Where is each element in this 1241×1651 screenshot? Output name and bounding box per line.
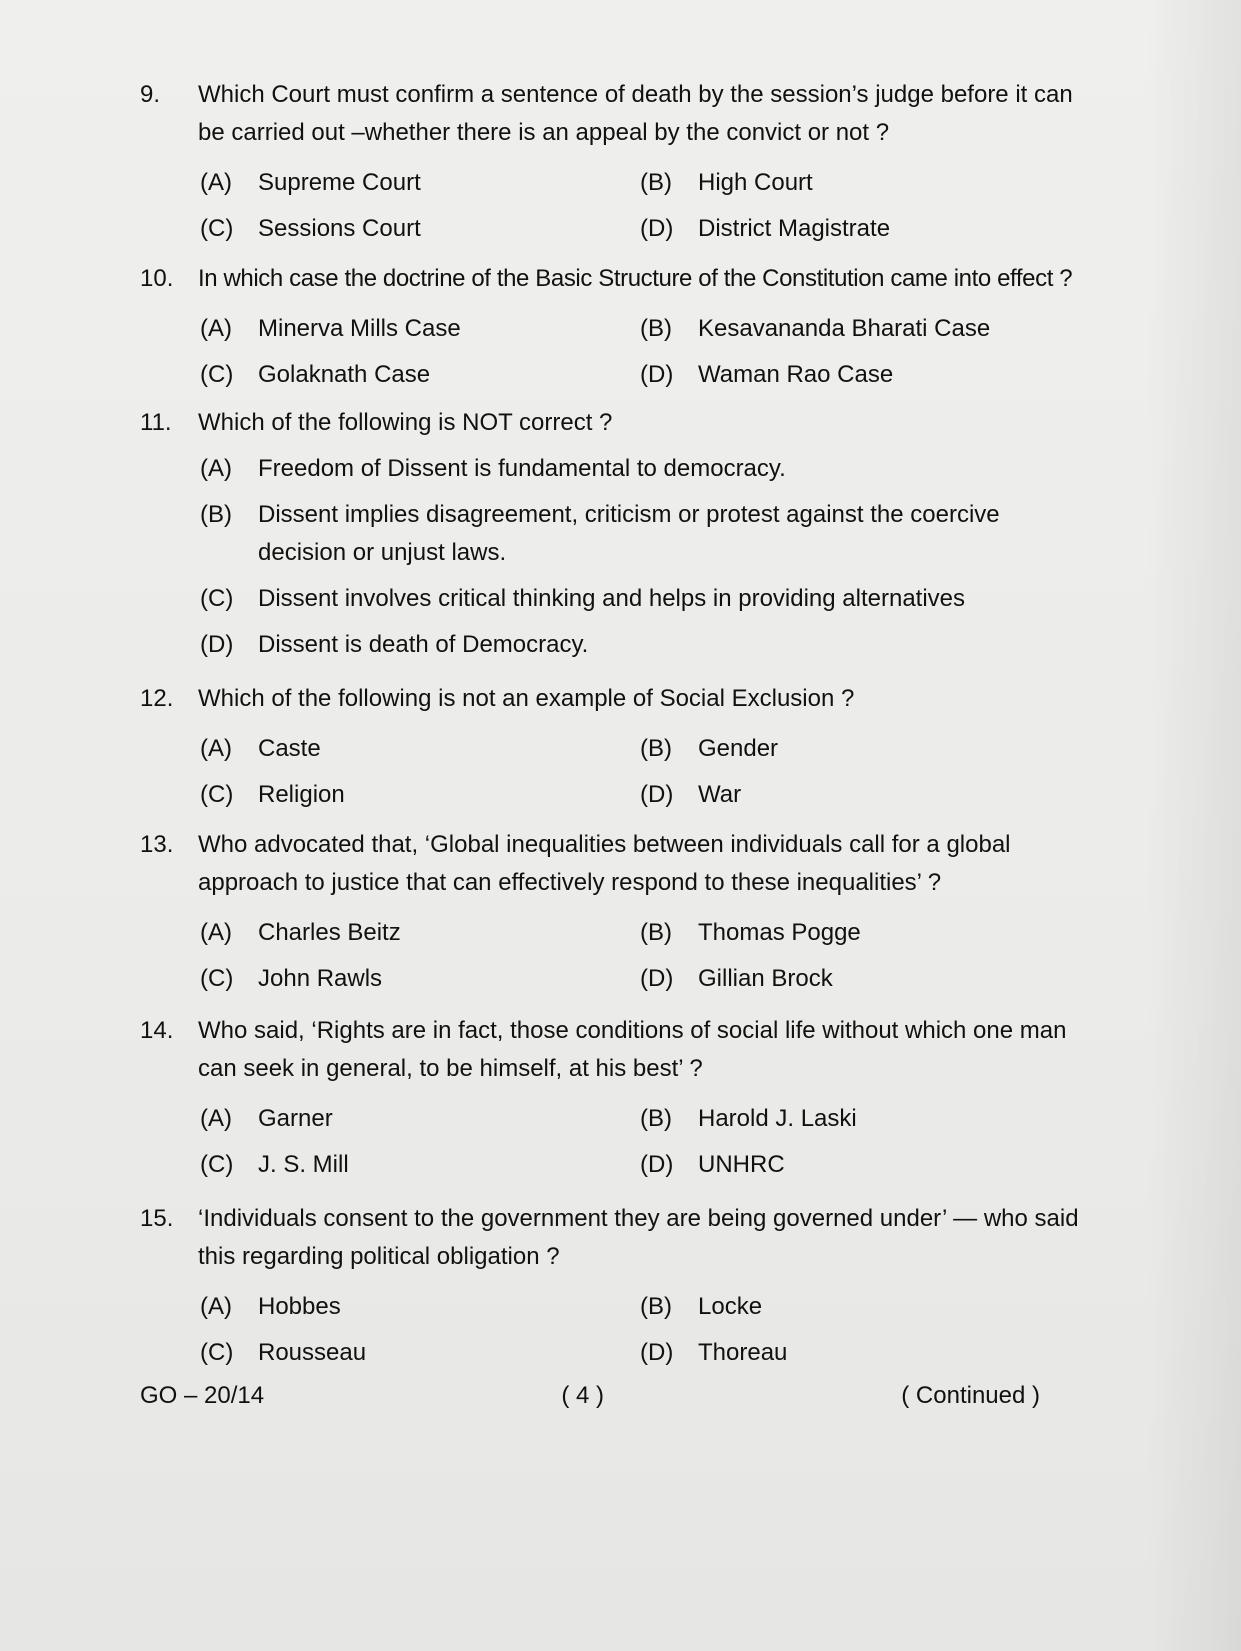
option-letter: (B) — [200, 501, 232, 528]
question-text: Which of the following is not an example of Social Exclusion ? — [198, 685, 855, 712]
option-b — [640, 1100, 1080, 1138]
question-13 — [140, 826, 1080, 1002]
option-letter: (A) — [200, 455, 232, 482]
option-a — [200, 450, 1080, 488]
page-number: ( 4 ) — [561, 1382, 604, 1409]
option-text: Religion — [258, 781, 345, 808]
question-number: 15. — [140, 1205, 174, 1232]
question-text: Which of the following is NOT correct ? — [198, 409, 613, 436]
option-letter: (B) — [640, 315, 672, 342]
question-14 — [140, 1012, 1080, 1188]
options-grid — [200, 910, 1080, 1002]
option-c — [200, 960, 640, 998]
option-text: John Rawls — [258, 965, 383, 992]
option-letter: (C) — [200, 585, 234, 612]
page-footer — [140, 1382, 1040, 1410]
option-letter: (D) — [640, 1339, 674, 1366]
option-text: Thomas Pogge — [698, 919, 861, 946]
option-letter: (A) — [200, 315, 232, 342]
option-b — [640, 1288, 1080, 1326]
option-letter: (C) — [200, 361, 234, 388]
option-letter: (D) — [640, 215, 674, 242]
option-text: J. S. Mill — [258, 1151, 349, 1178]
option-text: Dissent implies disagreement, criticism or protest against the coercive decision or unjust laws. — [258, 501, 1000, 566]
option-text: Minerva Mills Case — [258, 315, 461, 342]
option-letter: (B) — [640, 1293, 672, 1320]
option-letter: (B) — [640, 735, 672, 762]
option-text: Kesavananda Bharati Case — [698, 315, 991, 342]
option-c — [200, 356, 640, 394]
question-text: Who advocated that, ‘Global inequalities between individuals call for a global approach to justice that can effectively respond to these inequalities’ ? — [198, 831, 1011, 896]
option-b — [640, 914, 1080, 952]
option-d — [640, 1334, 1080, 1372]
option-text: Gender — [698, 735, 779, 762]
option-c — [200, 580, 1080, 618]
option-letter: (C) — [200, 1339, 234, 1366]
option-text: Locke — [698, 1293, 763, 1320]
option-text: Dissent is death of Democracy. — [258, 631, 589, 658]
option-text: Rousseau — [258, 1339, 367, 1366]
option-text: Harold J. Laski — [698, 1105, 857, 1132]
option-b — [640, 310, 1080, 348]
option-text: Hobbes — [258, 1293, 341, 1320]
option-letter: (C) — [200, 1151, 234, 1178]
option-d — [640, 356, 1080, 394]
options-list — [200, 450, 1080, 664]
option-text: War — [698, 781, 742, 808]
option-text: Caste — [258, 735, 321, 762]
option-text: District Magistrate — [698, 215, 891, 242]
option-d — [640, 960, 1080, 998]
option-a — [200, 730, 640, 768]
question-11 — [140, 404, 1080, 672]
option-text: Waman Rao Case — [698, 361, 894, 388]
option-letter: (A) — [200, 1105, 232, 1132]
option-letter: (C) — [200, 965, 234, 992]
question-number: 9. — [140, 81, 161, 108]
question-number: 14. — [140, 1017, 174, 1044]
option-letter: (B) — [640, 1105, 672, 1132]
option-text: High Court — [698, 169, 813, 196]
option-text: Supreme Court — [258, 169, 421, 196]
option-text: UNHRC — [698, 1151, 785, 1178]
option-letter: (A) — [200, 169, 232, 196]
option-letter: (D) — [640, 361, 674, 388]
option-a — [200, 914, 640, 952]
option-letter: (C) — [200, 215, 234, 242]
option-letter: (D) — [640, 1151, 674, 1178]
question-number: 13. — [140, 831, 174, 858]
option-c — [200, 1146, 640, 1184]
option-d — [200, 626, 1080, 664]
option-letter: (B) — [640, 919, 672, 946]
options-grid — [200, 306, 1080, 398]
option-c — [200, 210, 640, 248]
question-9 — [140, 76, 1080, 252]
option-text: Golaknath Case — [258, 361, 431, 388]
question-number: 10. — [140, 265, 174, 292]
option-letter: (A) — [200, 735, 232, 762]
option-text: Garner — [258, 1105, 333, 1132]
option-b — [200, 496, 1080, 572]
options-grid — [200, 1284, 1080, 1376]
continued-label: ( Continued ) — [901, 1382, 1040, 1409]
options-grid — [200, 1096, 1080, 1188]
option-letter: (A) — [200, 919, 232, 946]
option-d — [640, 1146, 1080, 1184]
option-letter: (B) — [640, 169, 672, 196]
option-a — [200, 1100, 640, 1138]
option-text: Charles Beitz — [258, 919, 401, 946]
option-letter: (A) — [200, 1293, 232, 1320]
option-a — [200, 310, 640, 348]
option-letter: (D) — [200, 631, 234, 658]
question-text: In which case the doctrine of the Basic Structure of the Constitution came into effect ? — [198, 265, 1073, 292]
question-number: 12. — [140, 685, 174, 712]
option-c — [200, 776, 640, 814]
option-a — [200, 1288, 640, 1326]
question-number: 11. — [140, 409, 172, 436]
option-d — [640, 776, 1080, 814]
option-b — [640, 730, 1080, 768]
question-15 — [140, 1200, 1080, 1376]
option-text: Gillian Brock — [698, 965, 833, 992]
options-grid — [200, 160, 1080, 252]
option-text: Sessions Court — [258, 215, 421, 242]
question-12 — [140, 680, 1080, 818]
option-d — [640, 210, 1080, 248]
option-text: Dissent involves critical thinking and helps in providing alternatives — [258, 585, 966, 612]
option-text: Freedom of Dissent is fundamental to democracy. — [258, 455, 786, 482]
option-c — [200, 1334, 640, 1372]
question-text: Who said, ‘Rights are in fact, those conditions of social life without which one man can seek in general, to be himself, at his best’ ? — [198, 1017, 1067, 1082]
page-edge-shadow — [1146, 0, 1241, 1651]
option-letter: (C) — [200, 781, 234, 808]
question-text: Which Court must confirm a sentence of death by the session’s judge before it can be carried out –whether there is an appeal by the convict or not ? — [198, 81, 1073, 146]
option-letter: (D) — [640, 781, 674, 808]
options-grid — [200, 726, 1080, 818]
option-text: Thoreau — [698, 1339, 788, 1366]
question-10 — [140, 260, 1080, 398]
question-text: ‘Individuals consent to the government they are being governed under’ — who said this regarding political obligation ? — [198, 1205, 1079, 1270]
option-a — [200, 164, 640, 202]
option-letter: (D) — [640, 965, 674, 992]
paper-code: GO – 20/14 — [140, 1382, 265, 1409]
option-b — [640, 164, 1080, 202]
